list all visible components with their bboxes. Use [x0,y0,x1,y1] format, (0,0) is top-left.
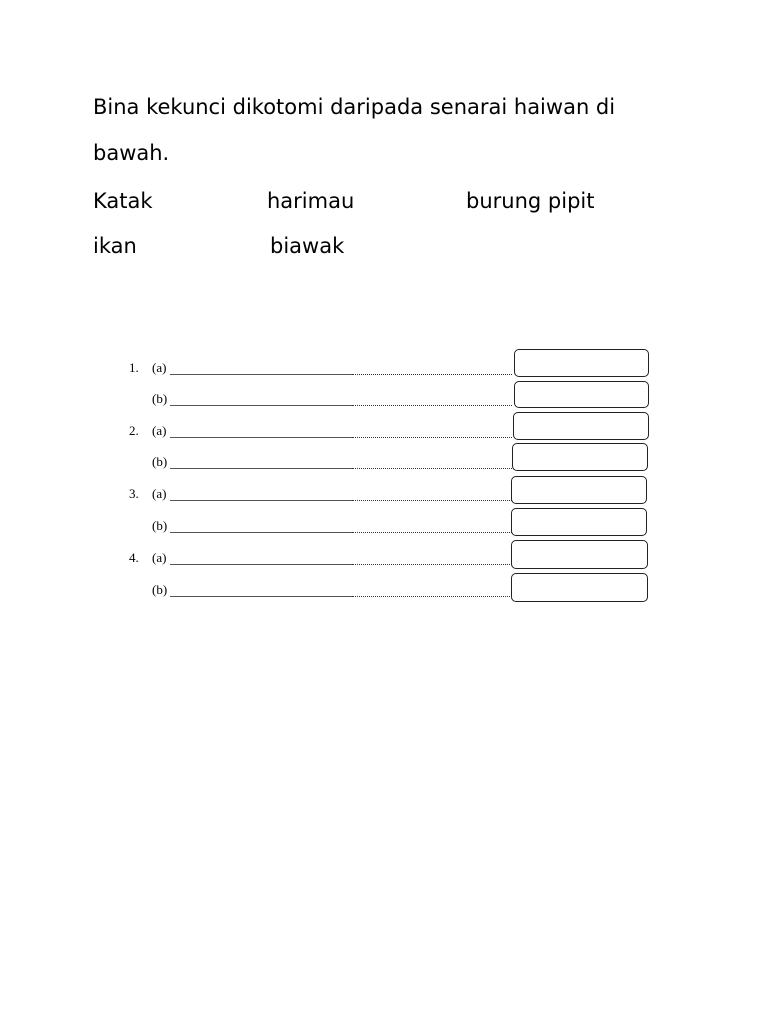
key-step-number: 1. [129,360,139,375]
answer-box[interactable] [514,349,649,377]
answer-box[interactable] [512,443,648,471]
dotted-leader [352,532,512,533]
key-step-number: 4. [129,550,139,565]
dotted-leader [352,374,512,375]
key-row [0,513,768,543]
key-option-label: (a) [152,360,167,375]
key-option-label: (a) [152,486,167,501]
key-option-label: (a) [152,423,167,438]
characteristic-line[interactable] [170,596,352,597]
key-option-label: (b) [152,391,168,406]
animal-label: ikan [93,234,137,258]
dotted-leader [352,500,512,501]
dotted-leader [352,564,512,565]
characteristic-line[interactable] [170,468,352,469]
answer-box[interactable] [513,412,649,440]
key-option-label: (a) [152,550,167,565]
key-row [0,449,768,479]
characteristic-line[interactable] [170,437,352,438]
key-step-number: 2. [129,423,139,438]
answer-box[interactable] [514,381,649,408]
key-row [0,355,768,385]
answer-box[interactable] [511,508,647,536]
animal-label: Katak [93,189,153,213]
animal-label: harimau [267,189,355,213]
key-option-label: (b) [152,518,168,533]
answer-box[interactable] [511,540,648,569]
dotted-leader [352,405,512,406]
answer-box[interactable] [511,573,648,602]
characteristic-line[interactable] [170,564,352,565]
key-step-number: 3. [129,486,139,501]
characteristic-line[interactable] [170,374,352,375]
answer-box[interactable] [511,476,647,504]
characteristic-line[interactable] [170,532,352,533]
animal-label: burung pipit [466,189,595,213]
animal-label: biawak [270,234,345,258]
dotted-leader [352,437,512,438]
key-row [0,577,768,607]
key-row [0,418,768,448]
key-option-label: (b) [152,582,168,597]
key-option-label: (b) [152,454,168,469]
key-row [0,386,768,416]
characteristic-line[interactable] [170,405,352,406]
key-row [0,481,768,511]
key-row [0,545,768,575]
instruction-text: Bina kekunci dikotomi daripada senarai haiwan di bawah. [93,95,616,165]
dotted-leader [352,468,512,469]
dotted-leader [352,596,512,597]
characteristic-line[interactable] [170,500,352,501]
